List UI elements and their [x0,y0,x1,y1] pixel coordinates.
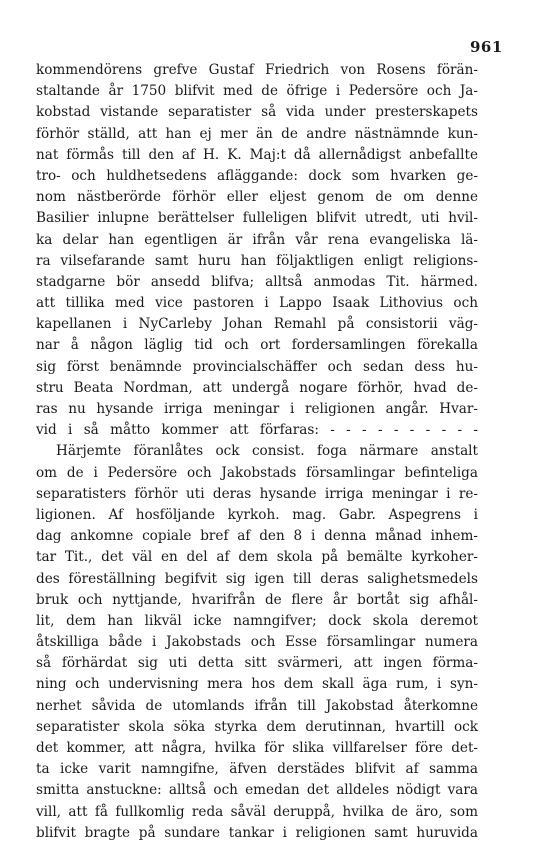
text-line: staltande år 1750 blifvit med de öfrige i Pedersöre och Ja- [36,83,478,100]
text-line: ning och undervisning mera hos dem skall äga rum, i syn- [36,676,478,693]
text-line: bruk och nyttjande, hvarifrån de flere år bortåt sig afhål- [36,591,478,608]
text-line: om de i Pedersöre och Jakobstads församlingar befinteliga [36,464,478,481]
text-line: Basilier inlupne berättelser fulleligen blifvit utredt, uti hvil- [36,210,478,227]
text-line: ligionen. Af hosföljande kyrkoh. mag. Gabr. Aspegrens i [36,506,478,523]
text-line: så förhärdat sig uti detta sitt svärmeri, att ingen förma- [36,655,478,672]
text-line: tar Tit., det väl en del af dem skola på bemälte kyrkoher- [36,549,478,566]
text-line: ras nu hysande irriga meningar i religionen angår. Hvar- [36,401,478,417]
text-line: kobstad vistande separatister så vida under presterskapets [36,104,478,121]
text-line: förhör ställd, att han ej mer än de andre nästnämnde kun- [36,125,478,142]
text-line: separatisters förhör uti deras hysande irriga meningar i re- [36,485,478,502]
text-line: sig först benämnde provincialschäffer och sedan dess hu- [36,358,478,375]
text-line: nar å någon läglig tid och ort fordersamlingen förekalla [36,337,478,354]
text-line: det kommer, att några, hvilka för slika villfarelser före det- [36,740,478,756]
text-line: vid i så måtto kommer att förfaras: - - - - - - - - - - [36,422,478,439]
text-line: stru Beata Nordman, att undergå nogare förhör, hvad de- [36,379,478,396]
text-line: ta icke varit namngifne, äfven derstädes blifvit af samma [36,761,478,778]
text-line: nerhet såvida de utomlands ifrån till Jakobstad återkomne [36,697,478,714]
text-line: separatister skola söka styrka dem derutinnan, hvartill ock [36,718,478,735]
text-line: smitta anstuckne: alltså och emedan det alldeles nödigt vara [36,782,478,799]
text-line: åtskilliga både i Jakobstads och Esse församlingar numera [36,634,478,651]
text-line: nom nästberörde förhör eller eljest genom de om denne [36,189,478,206]
text-line: blifvit bragte på sundare tankar i religionen samt huruvida [36,824,478,841]
text-line: dag ankomne copiale bref af den 8 i denna månad inhem- [36,528,478,545]
text-line: ra vilsefarande samt huru han följaktligen enligt religions- [36,252,478,269]
text-line: vill, att få fullkomlig reda såväl deruppå, hvilka de äro, som [36,803,478,820]
text-line: des föreställning begifvit sig igen till deras salighetsmedels [36,570,478,587]
text-line: ka delar han egentligen är ifrån vår rena evangeliska lä- [36,231,478,248]
text-line: att tillika med vice pastoren i Lappo Isaak Lithovius och [36,295,478,312]
text-line: nat förmås till den af H. K. Maj:t då allernådigst anbefallte [36,146,478,163]
text-line: kapellanen i NyCarleby Johan Remahl på consistorii väg- [36,316,478,333]
text-line: lit, dem han likväl icke namngifver; dock skola deremot [36,612,478,629]
text-line: tro- och huldhetsedens afläggande: dock som hvarken ge- [36,167,478,184]
text-line: Härjemte föranlåtes ock consist. foga närmare anstalt [56,443,478,460]
text-line: kommendörens grefve Gustaf Friedrich von Rosens förän- [36,62,478,78]
page-number: 961 [470,38,503,56]
text-line: stadgarne bör ansedd blifva; alltså anmodas Tit. härmed. [36,273,478,290]
body-text [36,60,478,844]
